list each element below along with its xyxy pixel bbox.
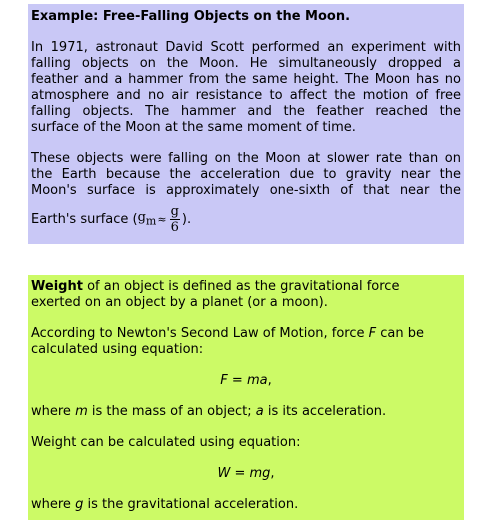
text-line: calculated using equation: [31, 342, 204, 357]
moon-example-box [28, 4, 464, 244]
text-line: These objects were falling on the Moon at slower rate than on [31, 151, 461, 166]
weight-definition-box [28, 275, 464, 520]
text-line: atmosphere and no air resistance to affect the motion of free [31, 88, 461, 103]
weight-term: Weight [31, 279, 83, 294]
moon-paragraph-1 [31, 40, 461, 136]
equation-force: F = ma, [220, 373, 272, 388]
fraction-numerator: g [170, 203, 179, 219]
text-span: Earth's surface ( [31, 211, 138, 227]
text-line: the Earth because the acceleration due to gravity near the [31, 167, 461, 182]
text-line: falling objects. The hammer and the feather reached the [31, 104, 461, 119]
weight-variables-text: where g is the gravitational acceleration. [31, 497, 299, 512]
moon-example-title: Example: Free-Falling Objects on the Moon. [31, 9, 351, 24]
force-variables-text: where m is the mass of an object; a is its acceleration. [31, 404, 387, 419]
weight-definition: Weight of an object is defined as the gravitational force [31, 279, 400, 294]
gravity-ratio-line [31, 199, 461, 239]
equation-weight: W = mg, [217, 466, 275, 481]
text-line: feather and a hammer from the same height. The Moon has no [31, 72, 461, 87]
moon-paragraph-2 [31, 151, 461, 239]
text-line: exerted on an object by a planet (or a moon). [31, 295, 328, 310]
moon-gravity-symbol: $g_m$ [137, 210, 157, 228]
text-line: falling objects on the Moon. He simultaneously dropped a [31, 56, 461, 71]
text-span: ). [181, 211, 192, 227]
fraction-denominator: 6 [170, 219, 179, 235]
text-line: surface of the Moon at the same moment of time. [31, 120, 356, 135]
text-line: In 1971, astronaut David Scott performed an experiment with [31, 40, 461, 55]
newton-law-text: According to Newton's Second Law of Motion, force F can be [31, 326, 424, 341]
text-line: Weight can be calculated using equation: [31, 435, 301, 450]
one-sixth-fraction [170, 204, 180, 235]
approx-symbol: ≈ [157, 212, 167, 226]
text-line: Moon's surface is approximately one-sixth of that near the [31, 183, 461, 198]
